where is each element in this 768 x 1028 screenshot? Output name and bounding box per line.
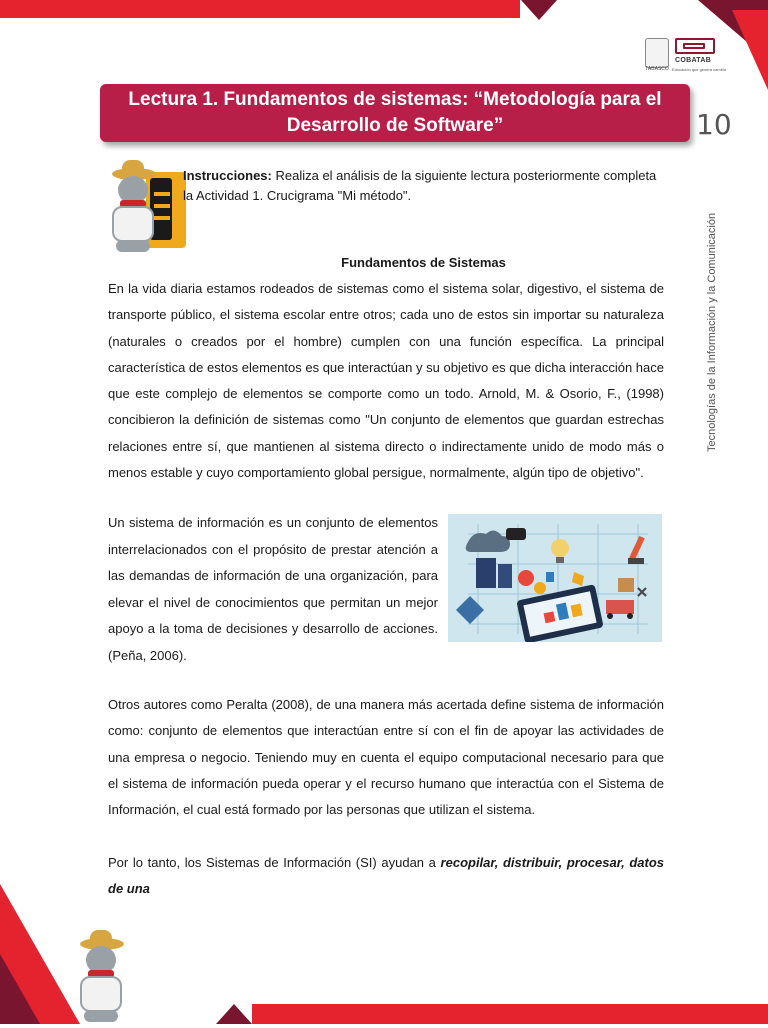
subject-side-label: Tecnologías de la Información y la Comunicación <box>706 212 718 452</box>
cobatab-logo-icon <box>675 38 715 54</box>
technology-network-icon <box>448 514 662 642</box>
manatee-mascot-bottom-icon <box>74 938 130 1028</box>
top-right-corner-red <box>732 10 768 90</box>
bottom-left-corner-dark <box>0 954 40 1024</box>
institution-logos <box>645 36 727 78</box>
lesson-title-line-2: Desarrollo de Software” <box>286 115 504 136</box>
paragraph-systems-definition: En la vida diaria estamos rodeados de sistemas como el sistema solar, digestivo, el sistema de transporte público, el sistema escolar entre otros; cada uno de estos sin importar su naturaleza (naturales o creados por el hombre) cumplen con una función específica. La principal característica de estos elementos es que interactúan y su objetivo es que dicha interacción hace que este complejo de elementos se comporte como un todo. Arnold, M. & Osorio, F., (1998) concibieron la definición de sistemas como "Un conjunto de elementos que guardan estrechas relaciones entre sí, que mantienen al sistema directo o indirectamente unido de modo más o menos estable y cuyo comportamiento global persigue, normalmente, algún tipo de objetivo". <box>108 281 664 481</box>
cobatab-tagline: Educación que genera cambio <box>672 67 727 72</box>
top-red-bar <box>0 0 520 18</box>
paragraph-information-system: Un sistema de información es un conjunto de elementos interrelacionados con el propósito de prestar atención a las demandas de información de una organización, para elevar el nivel de conocimientos que permitan un mejor apoyo a la toma de decisiones y desarrollo de acciones. (Peña, 2006). <box>108 515 438 663</box>
seal-caption: TABASCO <box>645 66 669 72</box>
paragraph-peralta-definition: Otros autores como Peralta (2008), de una manera más acertada define sistema de información como: conjunto de elementos que interactúan entre sí con el fin de apoyar las actividades de una empresa o negocio. Teniendo muy en cuenta el equipo computacional necesario para que el sistema de información pueda operar y el recurso humano que interactúa con el Sistema de Información, el cual está formado por las personas que utilizan el sistema. <box>108 697 664 818</box>
paragraph-conclusion <box>108 850 664 903</box>
page-number: 10 <box>696 108 732 141</box>
conclusion-emphasis: recopilar, distribuir, procesar, datos de una <box>108 855 664 897</box>
bottom-red-bar <box>252 1004 768 1024</box>
manatee-mascot-icon <box>106 168 162 258</box>
instructions-label: Instrucciones: <box>183 168 272 183</box>
cobatab-name: COBATAB <box>675 57 712 64</box>
conclusion-text: Por lo tanto, los Sistemas de Información (SI) ayudan a <box>108 855 441 870</box>
instructions-body: Realiza el análisis de la siguiente lectura posteriormente completa la Actividad 1. Crucigrama "Mi método". <box>183 168 657 203</box>
section-title: Fundamentos de Sistemas <box>341 255 506 270</box>
lesson-title-line-1: Lectura 1. Fundamentos de sistemas: “Metodología para el <box>128 89 662 110</box>
top-triangle-accent <box>521 0 557 20</box>
state-seal-icon <box>645 38 669 68</box>
lesson-title-banner <box>100 84 690 142</box>
instructions-text <box>183 166 663 206</box>
bottom-triangle-accent <box>216 1004 252 1024</box>
information-systems-illustration <box>448 514 662 642</box>
